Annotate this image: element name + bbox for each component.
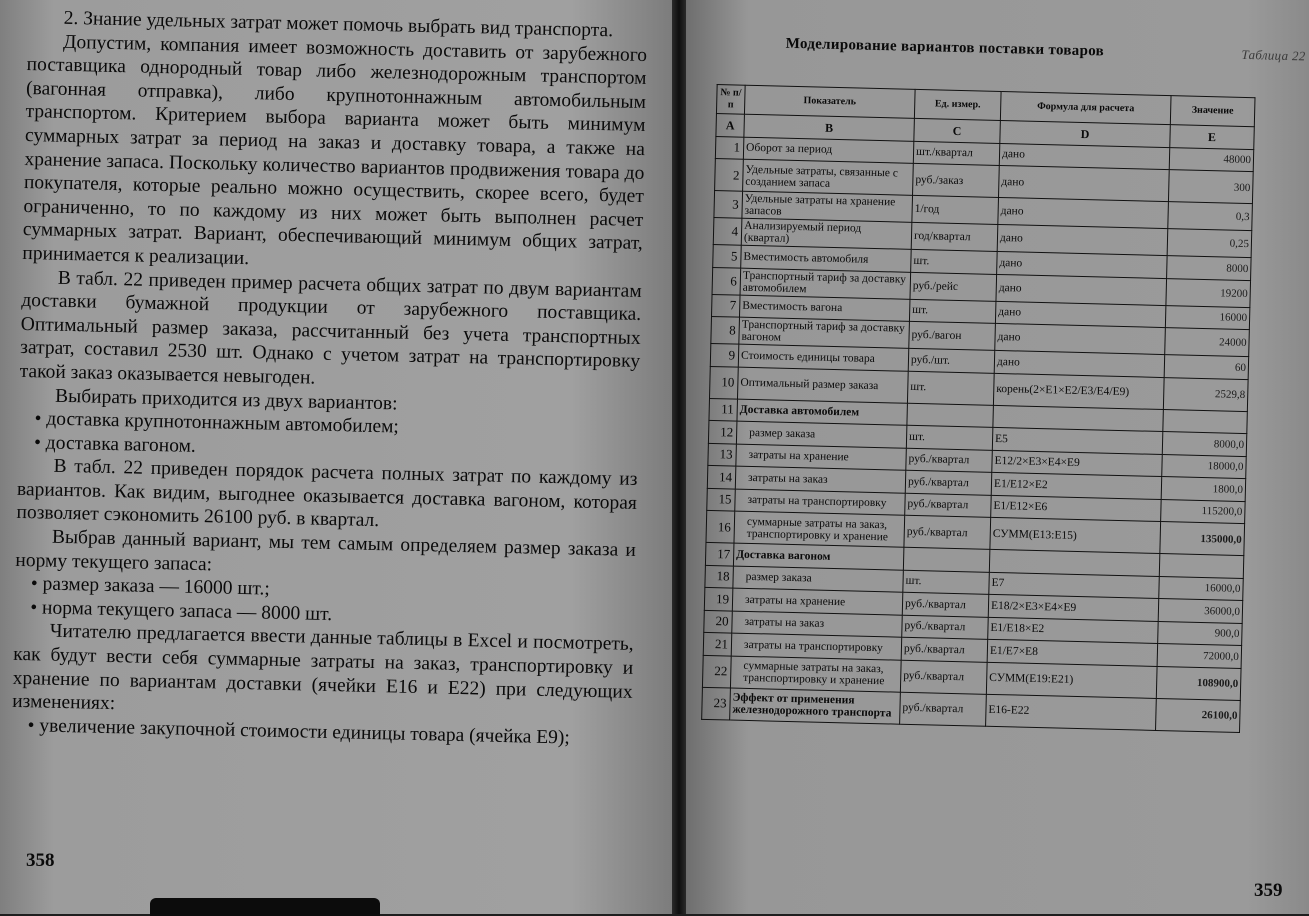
row-formula: дано	[996, 274, 1167, 305]
row-formula: СУММ(E13:E15)	[990, 517, 1161, 553]
row-value: 72000,0	[1157, 643, 1242, 668]
row-indicator: Удельные затраты, связанные с созданием запаса	[743, 159, 914, 195]
row-formula: E7	[989, 572, 1159, 599]
row-indicator: затраты на транспортировку	[731, 633, 901, 660]
row-value: 1800,0	[1161, 477, 1246, 502]
header-number: № п/п	[716, 85, 745, 115]
row-unit: руб./квартал	[902, 592, 989, 617]
row-formula: E1/E7×E8	[987, 639, 1157, 666]
row-value: 60	[1164, 355, 1249, 380]
row-formula: дано	[997, 224, 1168, 255]
letter-a: A	[716, 114, 745, 137]
bullet-item: • доставка крупнотоннажным автомобилем;	[34, 408, 400, 438]
row-indicator: Транспортный тариф за доставку вагоном	[739, 317, 910, 348]
row-indicator: затраты на заказ	[735, 466, 905, 493]
paragraph: 2. Знание удельных затрат может помочь выбрать вид транспорта.	[63, 7, 614, 42]
table-number: Таблица 22	[1241, 46, 1306, 64]
row-unit: шт.	[909, 299, 996, 324]
row-value: 18000,0	[1162, 454, 1247, 479]
row-number: 23	[702, 687, 731, 720]
row-formula: дано	[998, 165, 1169, 201]
row-indicator: Транспортный тариф за доставку автомобилем	[740, 268, 911, 299]
row-unit: 1/год	[912, 195, 999, 224]
row-value: 135000,0	[1160, 522, 1245, 556]
row-value	[1163, 409, 1248, 434]
paragraph: Выбрав данный вариант, мы тем самым определяем размер заказа и норму текущего запаса:	[15, 526, 637, 575]
row-number: 1	[715, 136, 744, 159]
row-indicator: суммарные затраты на заказ, транспортировку и хранение	[730, 656, 901, 692]
row-indicator: размер заказа	[733, 566, 903, 593]
header-formula: Формула для расчета	[1000, 91, 1171, 124]
row-unit: руб./рейс	[910, 272, 997, 301]
row-number: 5	[713, 244, 742, 267]
row-unit: руб./вагон	[909, 321, 996, 350]
row-indicator: затраты на хранение	[732, 588, 902, 615]
row-number: 7	[711, 294, 740, 317]
row-value: 8000	[1167, 256, 1252, 281]
row-indicator: Оптимальный размер заказа	[737, 367, 908, 403]
paragraph: Читателю предлагается ввести данные таблицы в Excel и посмотреть, как будут вести себя суммарные затраты на заказ, транспортировку и хранение по вариантам доставки (ячейки E16 и E22) при следующих изменениях:	[11, 621, 634, 715]
row-unit: шт.	[907, 371, 994, 405]
row-number: 19	[704, 587, 733, 610]
row-number: 18	[705, 565, 734, 588]
bullet-item: • увеличение закупочной стоимости единицы товара (ячейка E9);	[27, 714, 571, 749]
row-number: 6	[712, 267, 741, 295]
paragraph: В табл. 22 приведен пример расчета общих затрат по двум вариантам доставки бумажной продукции от зарубежного поставщика. Оптимальный размер заказа, рассчитанный без учета транспортных затрат, составил 2530 шт. Однако с учетом затрат на транспортировку такой заказ оказывается невыгоден.	[19, 267, 642, 389]
row-formula: E1/E18×E2	[988, 617, 1158, 644]
row-indicator: Стоимость единицы товара	[738, 344, 908, 371]
row-formula: корень(2×E1×E2/E3/E4/E9)	[993, 373, 1164, 409]
row-value: 26100,0	[1156, 698, 1241, 732]
row-number: 17	[705, 542, 734, 565]
row-number: 22	[702, 655, 731, 688]
row-number: 2	[715, 159, 744, 192]
row-value: 24000	[1165, 328, 1250, 357]
row-number: 12	[708, 420, 737, 443]
row-number: 21	[703, 632, 732, 655]
row-number: 3	[714, 191, 743, 219]
row-value: 36000,0	[1158, 598, 1243, 623]
row-formula: E5	[992, 427, 1162, 454]
row-unit: руб./квартал	[904, 515, 991, 549]
row-unit: руб./квартал	[901, 637, 988, 662]
row-unit: руб./квартал	[902, 615, 989, 640]
row-unit: руб./квартал	[900, 660, 987, 694]
header-value: Значение	[1170, 96, 1255, 127]
letter-d: D	[1000, 120, 1170, 147]
letter-b: B	[744, 114, 914, 141]
row-value	[1159, 554, 1244, 579]
row-indicator: размер заказа	[736, 421, 906, 448]
row-number: 20	[704, 610, 733, 633]
bullet-item: • доставка вагоном.	[33, 431, 197, 457]
right-page	[686, 0, 1309, 914]
row-formula: СУММ(E19:E21)	[986, 662, 1157, 698]
row-unit: шт./квартал	[913, 141, 1000, 166]
left-page-text	[11, 6, 647, 751]
table-body	[702, 136, 1254, 732]
page-number-right: 359	[1254, 880, 1283, 901]
row-indicator: затраты на заказ	[732, 611, 902, 638]
row-number: 9	[710, 343, 739, 366]
row-indicator: Вместимость вагона	[739, 295, 909, 322]
row-number: 16	[706, 510, 735, 543]
row-value: 115200,0	[1161, 499, 1246, 524]
row-value: 48000	[1169, 147, 1254, 172]
row-formula: дано	[995, 301, 1165, 328]
row-number: 11	[709, 398, 738, 421]
paragraph: Выбирать приходится из двух вариантов:	[54, 385, 398, 414]
row-indicator: Удельные затраты на хранение запасов	[742, 191, 913, 222]
row-unit: руб./заказ	[913, 163, 1000, 197]
row-unit: шт.	[903, 570, 990, 595]
row-formula: E16-E22	[986, 694, 1157, 730]
table-title: Моделирование вариантов поставки товаров	[785, 35, 1105, 60]
row-unit: руб./квартал	[900, 692, 987, 726]
page-number-left: 358	[26, 850, 55, 871]
row-number: 10	[710, 366, 739, 399]
header-indicator: Показатель	[744, 85, 915, 118]
row-unit: шт.	[911, 249, 998, 274]
row-unit: год/квартал	[911, 222, 998, 251]
row-formula: E1/E12×E2	[991, 472, 1161, 499]
row-value: 108900,0	[1156, 666, 1241, 700]
row-formula: дано	[997, 251, 1167, 278]
row-indicator: Оборот за период	[743, 137, 913, 164]
row-formula: E18/2×E3×E4×E9	[988, 594, 1158, 621]
row-number: 15	[707, 488, 736, 511]
row-unit	[903, 547, 990, 572]
bullet-item: • норма текущего запаса — 8000 шт.	[30, 597, 333, 625]
row-value: 300	[1168, 170, 1253, 204]
row-unit: руб./квартал	[906, 448, 993, 473]
paragraph: В табл. 22 приведен порядок расчета полных затрат по каждому из вариантов. Как видим, выгоднее оказывается доставка вагоном, которая позволяет сэкономить 26100 руб. в квартал.	[16, 455, 638, 532]
letter-e: E	[1170, 125, 1255, 150]
row-number: 4	[713, 218, 742, 246]
row-value: 16000	[1165, 305, 1250, 330]
row-formula: дано	[994, 350, 1164, 377]
row-indicator: суммарные затраты на заказ, транспортировку и хранение	[734, 511, 905, 547]
row-value: 900,0	[1158, 621, 1243, 646]
row-unit: шт.	[906, 425, 993, 450]
row-indicator: Анализируемый период (квартал)	[741, 218, 912, 249]
row-number: 14	[707, 465, 736, 488]
row-formula: дано	[998, 197, 1169, 228]
row-formula: E12/2×E3×E4×E9	[992, 450, 1162, 477]
row-unit	[907, 403, 994, 428]
table-block	[699, 30, 1306, 734]
row-unit: руб./шт.	[908, 348, 995, 373]
header-unit: Ед. измер.	[914, 89, 1001, 120]
row-indicator: затраты на хранение	[736, 444, 906, 471]
row-indicator: затраты на транспортировку	[735, 489, 905, 516]
row-value: 19200	[1166, 278, 1251, 307]
row-formula: дано	[999, 143, 1169, 170]
row-number: 13	[708, 443, 737, 466]
bullet-item: • размер заказа — 16000 шт.;	[30, 573, 271, 600]
row-formula: дано	[995, 323, 1166, 354]
row-number: 8	[711, 316, 740, 344]
simulation-table	[701, 84, 1255, 732]
row-indicator: Эффект от применения железнодорожного транспорта	[730, 688, 901, 724]
row-indicator: Доставка автомобилем	[737, 399, 907, 426]
row-indicator: Доставка вагоном	[733, 543, 903, 570]
row-value: 0,3	[1168, 202, 1253, 231]
letter-c: C	[914, 118, 1001, 143]
row-indicator: Вместимость автомобиля	[741, 245, 911, 272]
table-title-row	[715, 30, 1305, 70]
row-value: 16000,0	[1159, 576, 1244, 601]
book-gutter	[672, 0, 686, 914]
bookmark-tab	[150, 898, 380, 916]
row-formula: E1/E12×E6	[991, 495, 1161, 522]
row-unit: руб./квартал	[905, 470, 992, 495]
row-value: 8000,0	[1162, 432, 1247, 457]
row-value: 2529,8	[1163, 377, 1248, 411]
row-value: 0,25	[1167, 229, 1252, 258]
row-unit: руб./квартал	[905, 493, 992, 518]
paragraph: Допустим, компания имеет возможность доставить от зарубежного поставщика однородный товар либо железнодорожным транспортом (вагонная отправка), либо крупнотоннажным автомобильным транспортом. Критерием выбора варианта может быть минимум суммарных затрат за период на заказ и доставку товара, а также на хранение запаса. Поскольку количество вариантов продвижения товара до покупателя, которые реально можно осуществить, скорее всего, будет ограниченно, то по каждому из них может быть выполнен расчет суммарных затрат. Вариант, обеспечивающий минимум общих затрат, принимается к реализации.	[22, 31, 648, 270]
